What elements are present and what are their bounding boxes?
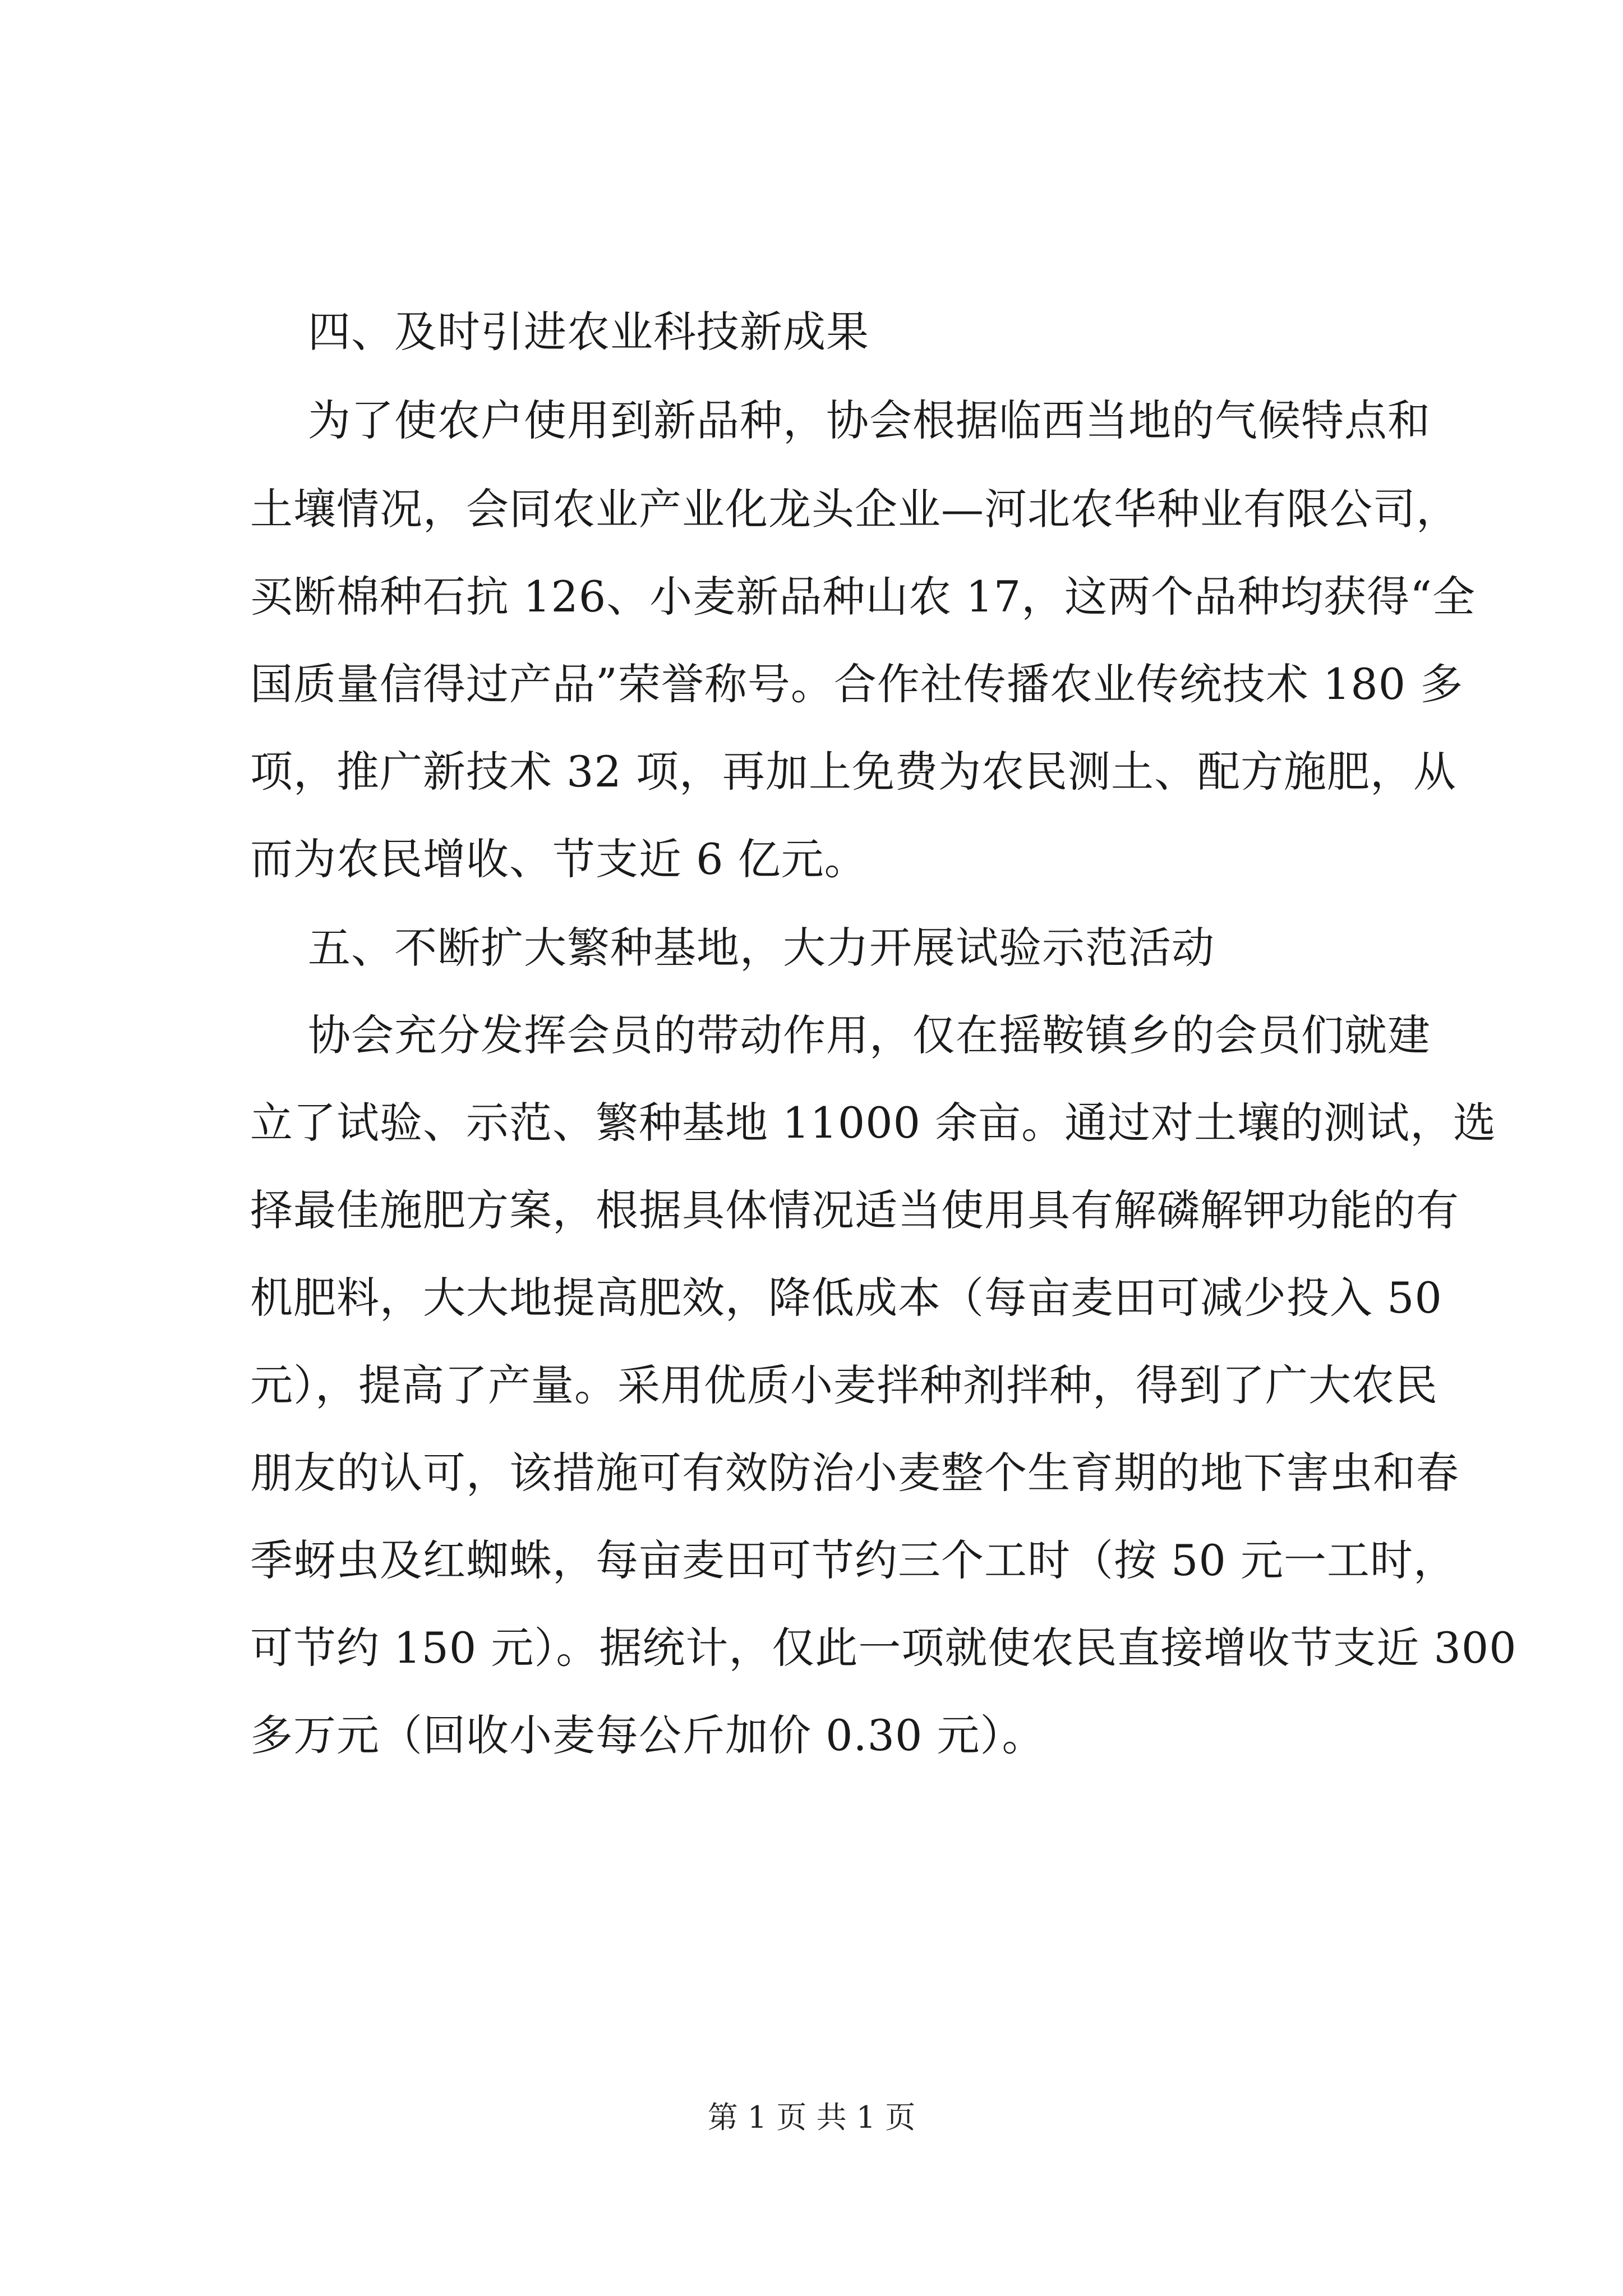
paragraph-line: 季蚜虫及红蜘蛛，每亩麦田可节约三个工时（按 50 元一工时，: [250, 1535, 1457, 1585]
paragraph-line: 国质量信得过产品”荣誉称号。合作社传播农业传统技术 180 多: [250, 659, 1464, 709]
paragraph-line: 可节约 150 元）。据统计，仅此一项就使农民直接增收节支近 300: [250, 1623, 1517, 1673]
paragraph-line: 元），提高了产量。采用优质小麦拌种剂拌种，得到了广大农民: [250, 1360, 1438, 1410]
paragraph-line: 立了试验、示范、繁种基地 11000 余亩。通过对土壤的测试，选: [250, 1098, 1497, 1148]
paragraph-line: 朋友的认可，该措施可有效防治小麦整个生育期的地下害虫和春: [250, 1448, 1459, 1498]
paragraph-line: 土壤情况，会同农业产业化龙头企业—河北农华种业有限公司，: [250, 484, 1459, 534]
page-footer: 第 1 页 共 1 页: [707, 2100, 916, 2135]
paragraph-line: 买断棉种石抗 126、小麦新品种山农 17，这两个品种均获得“全: [250, 572, 1476, 622]
paragraph-line: 为了使农户使用到新品种，协会根据临西当地的气候特点和: [308, 395, 1431, 445]
paragraph-line: 机肥料，大大地提高肥效，降低成本（每亩麦田可减少投入 50: [250, 1273, 1442, 1323]
section-heading-4: 四、及时引进农业科技新成果: [308, 307, 869, 357]
paragraph-line: 协会充分发挥会员的带动作用，仅在摇鞍镇乡的会员们就建: [308, 1010, 1431, 1060]
section-heading-5: 五、不断扩大繁种基地，大力开展试验示范活动: [308, 923, 1215, 973]
paragraph-line: 项，推广新技术 32 项，再加上免费为农民测土、配方施肥，从: [250, 747, 1457, 797]
paragraph-line: 而为农民增收、节支近 6 亿元。: [250, 834, 868, 884]
paragraph-line: 择最佳施肥方案，根据具体情况适当使用具有解磷解钾功能的有: [250, 1185, 1459, 1235]
paragraph-line: 多万元（回收小麦每公斤加价 0.30 元）。: [250, 1710, 1045, 1760]
